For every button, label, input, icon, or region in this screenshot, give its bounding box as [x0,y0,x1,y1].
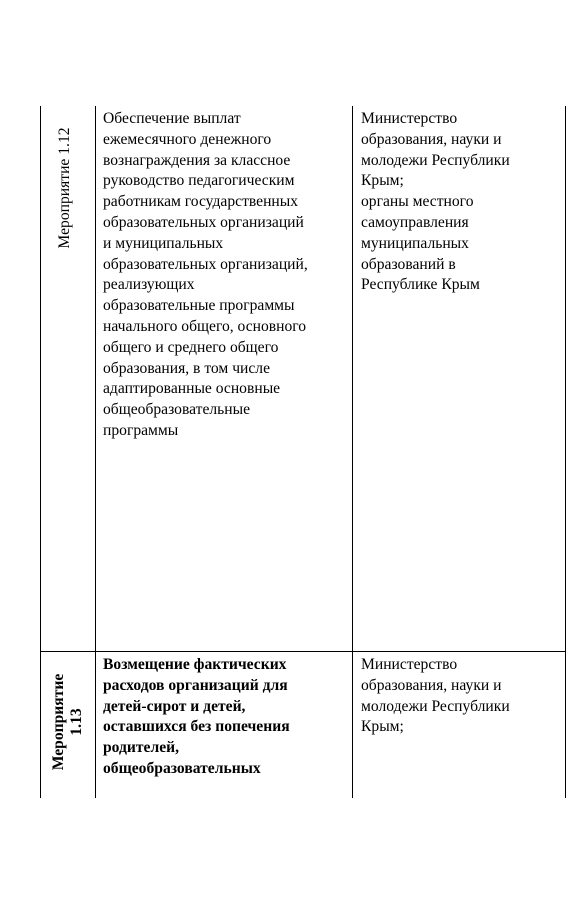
table-border-col1 [95,106,96,798]
row-executor-1-12: Министерство образования, науки и молодежи Республики Крым; органы местного самоуправления муниципальных образований в Республике Крым [361,110,510,294]
row-label-1-13: Мероприятие 1.13 [50,673,85,771]
table-row-divider [40,651,566,652]
table-border-col2 [352,106,353,798]
table-border-left [40,106,41,798]
row-description-1-12: Обеспечение выплат ежемесячного денежного вознаграждения за классное руководство педагогическим работникам государственных образовательных организаций и муниципальных образовательных организаций, реализующих образовательные программы начального общего, основного общего и среднего общего образования, в том числе адаптированные основные общеобразовательные программы [103,110,308,439]
row-description-1-13: Возмещение фактических расходов организаций для детей-сирот и детей, оставшихся без попечения родителей, общеобразовательных [103,656,290,777]
row-executor-1-13: Министерство образования, науки и молодежи Республики Крым; [361,656,510,736]
row-label-1-12: Мероприятие 1.12 [56,127,73,249]
